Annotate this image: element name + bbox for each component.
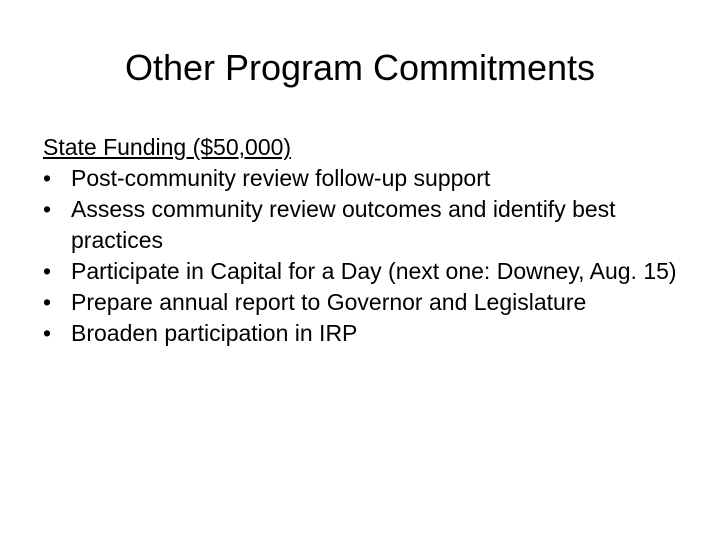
list-item-text: Broaden participation in IRP bbox=[71, 320, 358, 346]
bullet-icon: • bbox=[43, 196, 52, 222]
list-item bbox=[43, 287, 683, 318]
list-item-text: Assess community review outcomes and identify best practices bbox=[71, 196, 616, 253]
list-item-text: Participate in Capital for a Day (next one: Downey, Aug. 15) bbox=[71, 258, 677, 284]
slide-title: Other Program Commitments bbox=[124, 47, 596, 88]
slide-body bbox=[43, 132, 683, 349]
list-item bbox=[43, 318, 683, 349]
bullet-icon: • bbox=[43, 258, 52, 284]
bullet-icon: • bbox=[43, 165, 52, 191]
list-item-text: Prepare annual report to Governor and Legislature bbox=[71, 289, 587, 315]
list-item-text: Post-community review follow-up support bbox=[71, 165, 491, 191]
list-item bbox=[43, 256, 683, 287]
list-item bbox=[43, 163, 683, 194]
bullet-icon: • bbox=[43, 320, 52, 346]
bullet-list bbox=[43, 163, 683, 349]
bullet-icon: • bbox=[43, 289, 52, 315]
list-item bbox=[43, 194, 683, 256]
section-subheading: State Funding ($50,000) bbox=[43, 134, 292, 160]
